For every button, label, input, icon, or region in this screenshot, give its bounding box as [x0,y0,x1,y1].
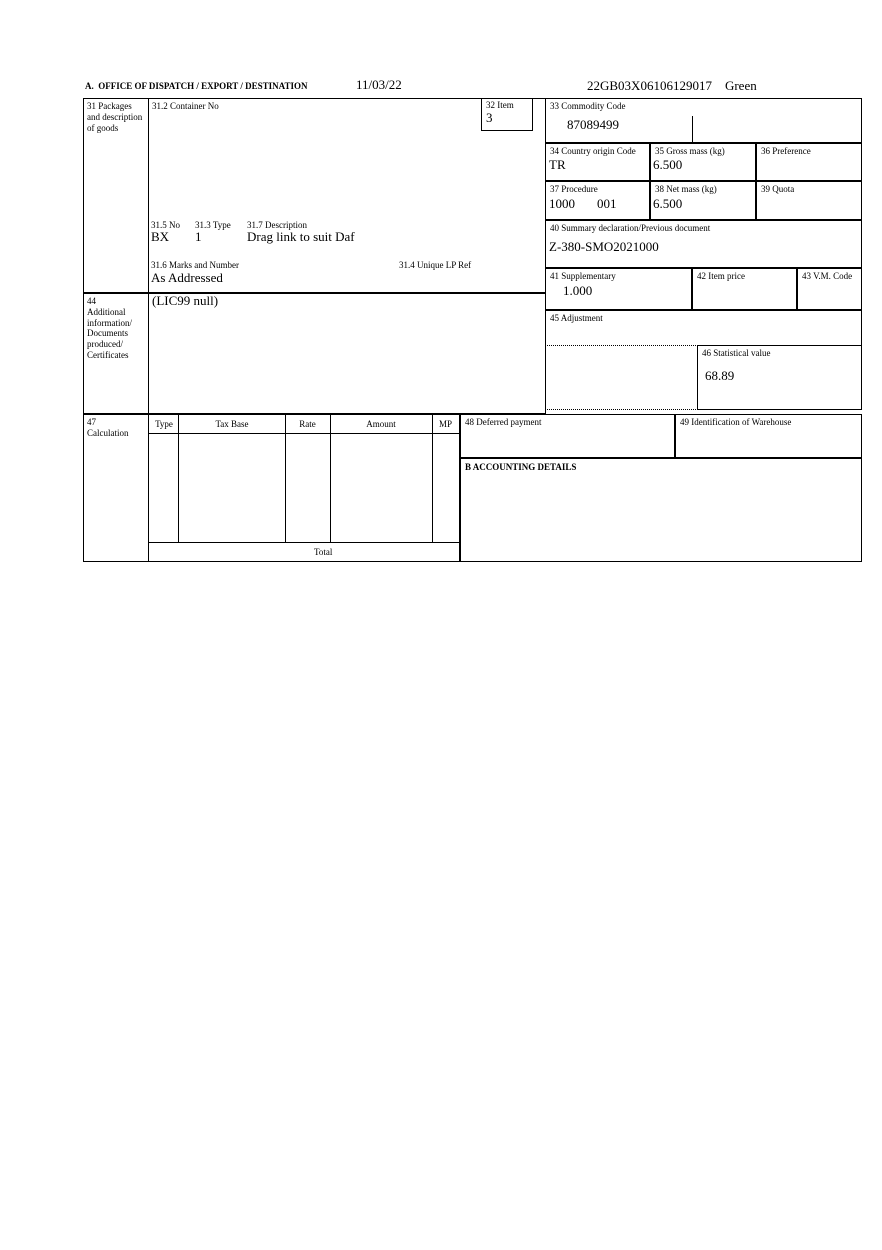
box-38-label: 38 Net mass (kg) [655,184,717,194]
calculation-table [148,414,460,543]
box-35-gross-mass [650,143,756,181]
box-39-quota [756,181,862,220]
box-35-value: 6.500 [653,157,683,172]
commodity-code-divider [692,116,693,142]
box-44-label-text: Additional information/ Documents produced/ Certificates [87,306,132,360]
box-33-value: 87089499 [567,117,619,132]
calc-col-divider-3 [330,415,331,542]
box-46-value: 68.89 [705,368,735,383]
box-41-label: 41 Supplementary [550,271,616,281]
box-44-value: (LIC99 null) [152,293,219,308]
box-37-procedure [545,181,650,220]
box-31-6-value: As Addressed [151,270,223,285]
calc-total-label: Total [314,547,333,557]
box-36-label: 36 Preference [761,146,811,156]
box-34-country-origin [545,143,650,181]
box-48-deferred-payment [460,414,675,458]
box-42-label: 42 Item price [697,271,745,281]
calc-total-row [148,543,460,562]
box-47-label-cell [83,414,149,562]
box-47-number: 47 [87,417,96,427]
calc-header-rate: Rate [299,419,316,429]
box-31-6-label: 31.6 Marks and Number [151,260,239,270]
accounting-details-label: B ACCOUNTING DETAILS [465,462,577,472]
calc-header-type: Type [155,419,173,429]
office-of-dispatch-label: A. OFFICE OF DISPATCH / EXPORT / DESTINATION [85,81,308,91]
box-31-label: 31 Packages and description of goods [87,101,143,133]
box-40-value: Z-380-SMO2021000 [549,239,659,254]
box-37-label: 37 Procedure [550,184,598,194]
box-44-label [84,294,148,363]
box-44-value-area [148,293,546,414]
box-32-label: 32 Item [486,100,514,110]
box-32-value: 3 [486,110,493,125]
calc-header-mp: MP [438,419,452,429]
header-date: 11/03/22 [356,77,402,92]
box-44-number: 44 [87,296,96,306]
box-48-label: 48 Deferred payment [465,417,542,427]
box-42-item-price [692,268,797,310]
box-38-value: 6.500 [653,196,683,211]
box-31-5-value: BX [151,229,170,244]
box-33-label: 33 Commodity Code [550,101,626,111]
calc-col-divider-1 [178,415,179,542]
box-41-value: 1.000 [563,283,593,298]
box-45-label: 45 Adjustment [550,313,603,323]
box-36-preference [756,143,862,181]
box-47-label-text: Calculation [87,427,129,438]
box-43-label: 43 V.M. Code [802,271,853,281]
box-40-label: 40 Summary declaration/Previous document [550,223,711,233]
box-31-3-value: 1 [195,229,202,244]
box-39-label: 39 Quota [761,184,795,194]
box-37-value-1: 1000 [549,196,575,211]
box-31-7-label: 31.7 Description [247,220,307,230]
box-49-warehouse-identification [675,414,862,458]
box-38-net-mass [650,181,756,220]
box-34-label: 34 Country origin Code [550,146,636,156]
box-47-label [84,415,148,441]
box-31-7-value: Drag link to suit Daf [247,229,355,244]
box-41-supplementary [545,268,692,310]
box-34-value: TR [549,157,566,172]
box-44-label-cell [83,293,149,414]
box-31-5-label: 31.5 No [151,220,180,230]
calc-col-divider-2 [285,415,286,542]
box-37-value-2: 001 [597,196,617,211]
mrn-number: 22GB03X06106129017 [587,78,712,93]
routing-status: Green [724,78,757,93]
box-46-statistical-value [697,345,862,410]
box-31-3-label: 31.3 Type [195,220,231,230]
box-b-accounting-details [460,458,862,562]
box-46-dotted-area [545,345,698,410]
box-46-label: 46 Statistical value [702,348,771,358]
box-31-2-label: 31.2 Container No [152,101,219,111]
box-49-label: 49 Identification of Warehouse [680,417,792,427]
calc-col-divider-4 [432,415,433,542]
header-mrn-group [587,78,757,94]
calc-header-amount: Amount [366,419,396,429]
box-45-adjustment [545,310,862,345]
box-32-item [481,98,533,131]
calc-header-tax-base: Tax Base [215,419,249,429]
box-43-vm-code [797,268,862,310]
box-31-label-cell [83,98,149,293]
box-31-4-label: 31.4 Unique LP Ref [399,260,472,270]
calc-header-divider [149,433,459,434]
box-35-label: 35 Gross mass (kg) [655,146,725,156]
box-40-summary-declaration [545,220,862,268]
box-33-commodity-code [545,98,862,143]
